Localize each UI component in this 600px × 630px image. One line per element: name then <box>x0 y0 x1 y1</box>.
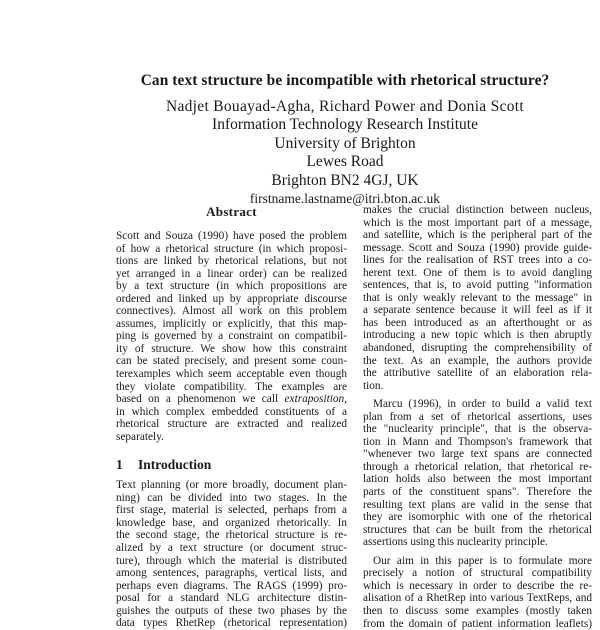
body-line: then to discuss some examples (mostly taken <box>363 605 592 618</box>
body-line: has been introduced as an afterthought or as <box>363 317 592 330</box>
italic-term-suffix: , <box>344 393 347 405</box>
intro-line: ning) can be divided into two stages. In the <box>116 492 347 505</box>
body-line: tion in Mann and Thompson's framework that <box>363 436 592 449</box>
intro-line: alized by a text structure (or document struc- <box>116 542 347 555</box>
abstract-line: ping is governed by a constraint on compatibil- <box>116 330 347 343</box>
rags-term: RAGS <box>257 580 287 592</box>
author-block <box>100 97 590 208</box>
body-line: makes the crucial distinction between nucleus, <box>363 204 592 217</box>
affiliation-line: Information Technology Research Institute <box>100 116 590 135</box>
abstract-line: they violate compatibility. The examples are <box>116 381 347 394</box>
italic-term: extraposition <box>285 393 345 405</box>
body-line: lines for the realisation of RST trees into a co- <box>363 254 592 267</box>
abstract-heading: Abstract <box>116 204 347 220</box>
right-paragraph-1 <box>363 204 592 392</box>
body-line: precisely a notion of structural compatibility <box>363 567 592 580</box>
section-number: 1 <box>116 457 138 473</box>
body-line: that is only weakly relevant to the message" in <box>363 292 592 305</box>
paper-title: Can text structure be incompatible with rhetorical structure? <box>100 72 590 90</box>
body-line: abandoned, disrupting the comprehensibility of <box>363 342 592 355</box>
abstract-line: yet arranged in a linear order) can be realized <box>116 268 347 281</box>
body-line: resulting text plans are valid in the sense that <box>363 499 592 512</box>
left-column <box>116 204 347 630</box>
body-line: message. Scott and Souza (1990) provide guide- <box>363 242 592 255</box>
intro-line <box>116 580 347 593</box>
author-email: firstname.lastname@itri.bton.ac.uk <box>100 190 590 208</box>
body-line: the text. As an example, the authors provide <box>363 355 592 368</box>
body-line: introducing a new topic which is then abruptly <box>363 329 592 342</box>
section-heading-introduction <box>116 457 347 473</box>
body-line: Marcu (1996), in order to build a valid text <box>363 398 592 411</box>
body-line: sentences, that is, to avoid putting "information <box>363 279 592 292</box>
body-line: Our aim in this paper is to formulate more <box>363 555 592 568</box>
intro-line-text: perhaps even diagrams. The <box>116 580 257 592</box>
abstract-line: ity of structure. We show how this constraint <box>116 343 347 356</box>
abstract-line: assumes, implicitly or explicitly, that this map- <box>116 318 347 331</box>
body-line: the attributive satellite of an elaboration rela- <box>363 367 592 380</box>
intro-line: the second stage, the rhetorical structure is re- <box>116 529 347 542</box>
body-line: "whenever two large text spans are connected <box>363 448 592 461</box>
intro-line: first stage, material is selected, perhaps from a <box>116 504 347 517</box>
body-line: herent text. One of them is to avoid dangling <box>363 267 592 280</box>
affiliation-line: Lewes Road <box>100 153 590 172</box>
abstract-line: in which complex embedded constituents of a <box>116 406 347 419</box>
abstract-line: can be stated precisely, and present some coun- <box>116 355 347 368</box>
body-line: tion. <box>363 380 592 393</box>
body-line: and satellite, which is the peripheral part of the <box>363 229 592 242</box>
section-title: Introduction <box>138 457 211 472</box>
right-paragraph-3 <box>363 555 592 630</box>
body-line: assertions using this nuclearity principle. <box>363 536 592 549</box>
abstract-line: of how a rhetorical structure (in which proposi- <box>116 243 347 256</box>
body-line: lation holds also between the most important <box>363 473 592 486</box>
body-line: from the domain of patient information leaflets) <box>363 618 592 630</box>
introduction-paragraph <box>116 479 347 630</box>
intro-line: knowledge base, and organized rhetorically. In <box>116 517 347 530</box>
author-names: Nadjet Bouayad-Agha, Richard Power and Donia Scott <box>100 97 590 116</box>
right-paragraph-2 <box>363 398 592 549</box>
abstract-line: ordered and linked up by appropriate discourse <box>116 293 347 306</box>
body-line: plan from a set of rhetorical assertions, uses <box>363 411 592 424</box>
body-line: the "nuclearity principle", that is the observa- <box>363 423 592 436</box>
body-line: structures that can be built from the rhetorical <box>363 524 592 537</box>
abstract-line <box>116 393 347 406</box>
intro-line: ture), through which the material is distributed <box>116 555 347 568</box>
intro-line: Text planning (or more broadly, document plan- <box>116 479 347 492</box>
body-line: through a rhetorical relation, that rhetorical re- <box>363 461 592 474</box>
body-line: parts of the constituent spans". Therefore the <box>363 486 592 499</box>
right-column <box>363 204 592 630</box>
abstract-line: by a text structure (in which propositions are <box>116 280 347 293</box>
affiliation-line: University of Brighton <box>100 135 590 154</box>
body-line: alisation of a RhetRep into various TextReps, and <box>363 592 592 605</box>
body-line: which is necessary in order to describe the re- <box>363 580 592 593</box>
body-line: they are isomorphic with one of the rhetorical <box>363 511 592 524</box>
affiliation-line: Brighton BN2 4GJ, UK <box>100 172 590 191</box>
abstract-line-text: based on a phenomenon we call <box>116 393 285 405</box>
abstract-line: terexamples which seem acceptable even though <box>116 368 347 381</box>
intro-line: posal for a standard NLG architecture distin- <box>116 592 347 605</box>
abstract-line: tions are linked by rhetorical relations, but not <box>116 255 347 268</box>
abstract-line: rhetorical structure are extracted and realized <box>116 418 347 431</box>
abstract-paragraph <box>116 230 347 443</box>
intro-line: among sentences, paragraphs, vertical lists, and <box>116 567 347 580</box>
intro-line: guishes the outputs of these two phases by the <box>116 605 347 618</box>
body-line: which is the most important part of a message, <box>363 217 592 230</box>
abstract-line: separately. <box>116 431 347 444</box>
body-line: a separate sentence because it will feel as if it <box>363 304 592 317</box>
abstract-line: Scott and Souza (1990) have posed the problem <box>116 230 347 243</box>
rags-suffix: (1999) pro- <box>287 580 347 592</box>
abstract-line: connectives). Almost all work on this problem <box>116 305 347 318</box>
intro-line: data types RhetRep (rhetorical representation) <box>116 617 347 630</box>
